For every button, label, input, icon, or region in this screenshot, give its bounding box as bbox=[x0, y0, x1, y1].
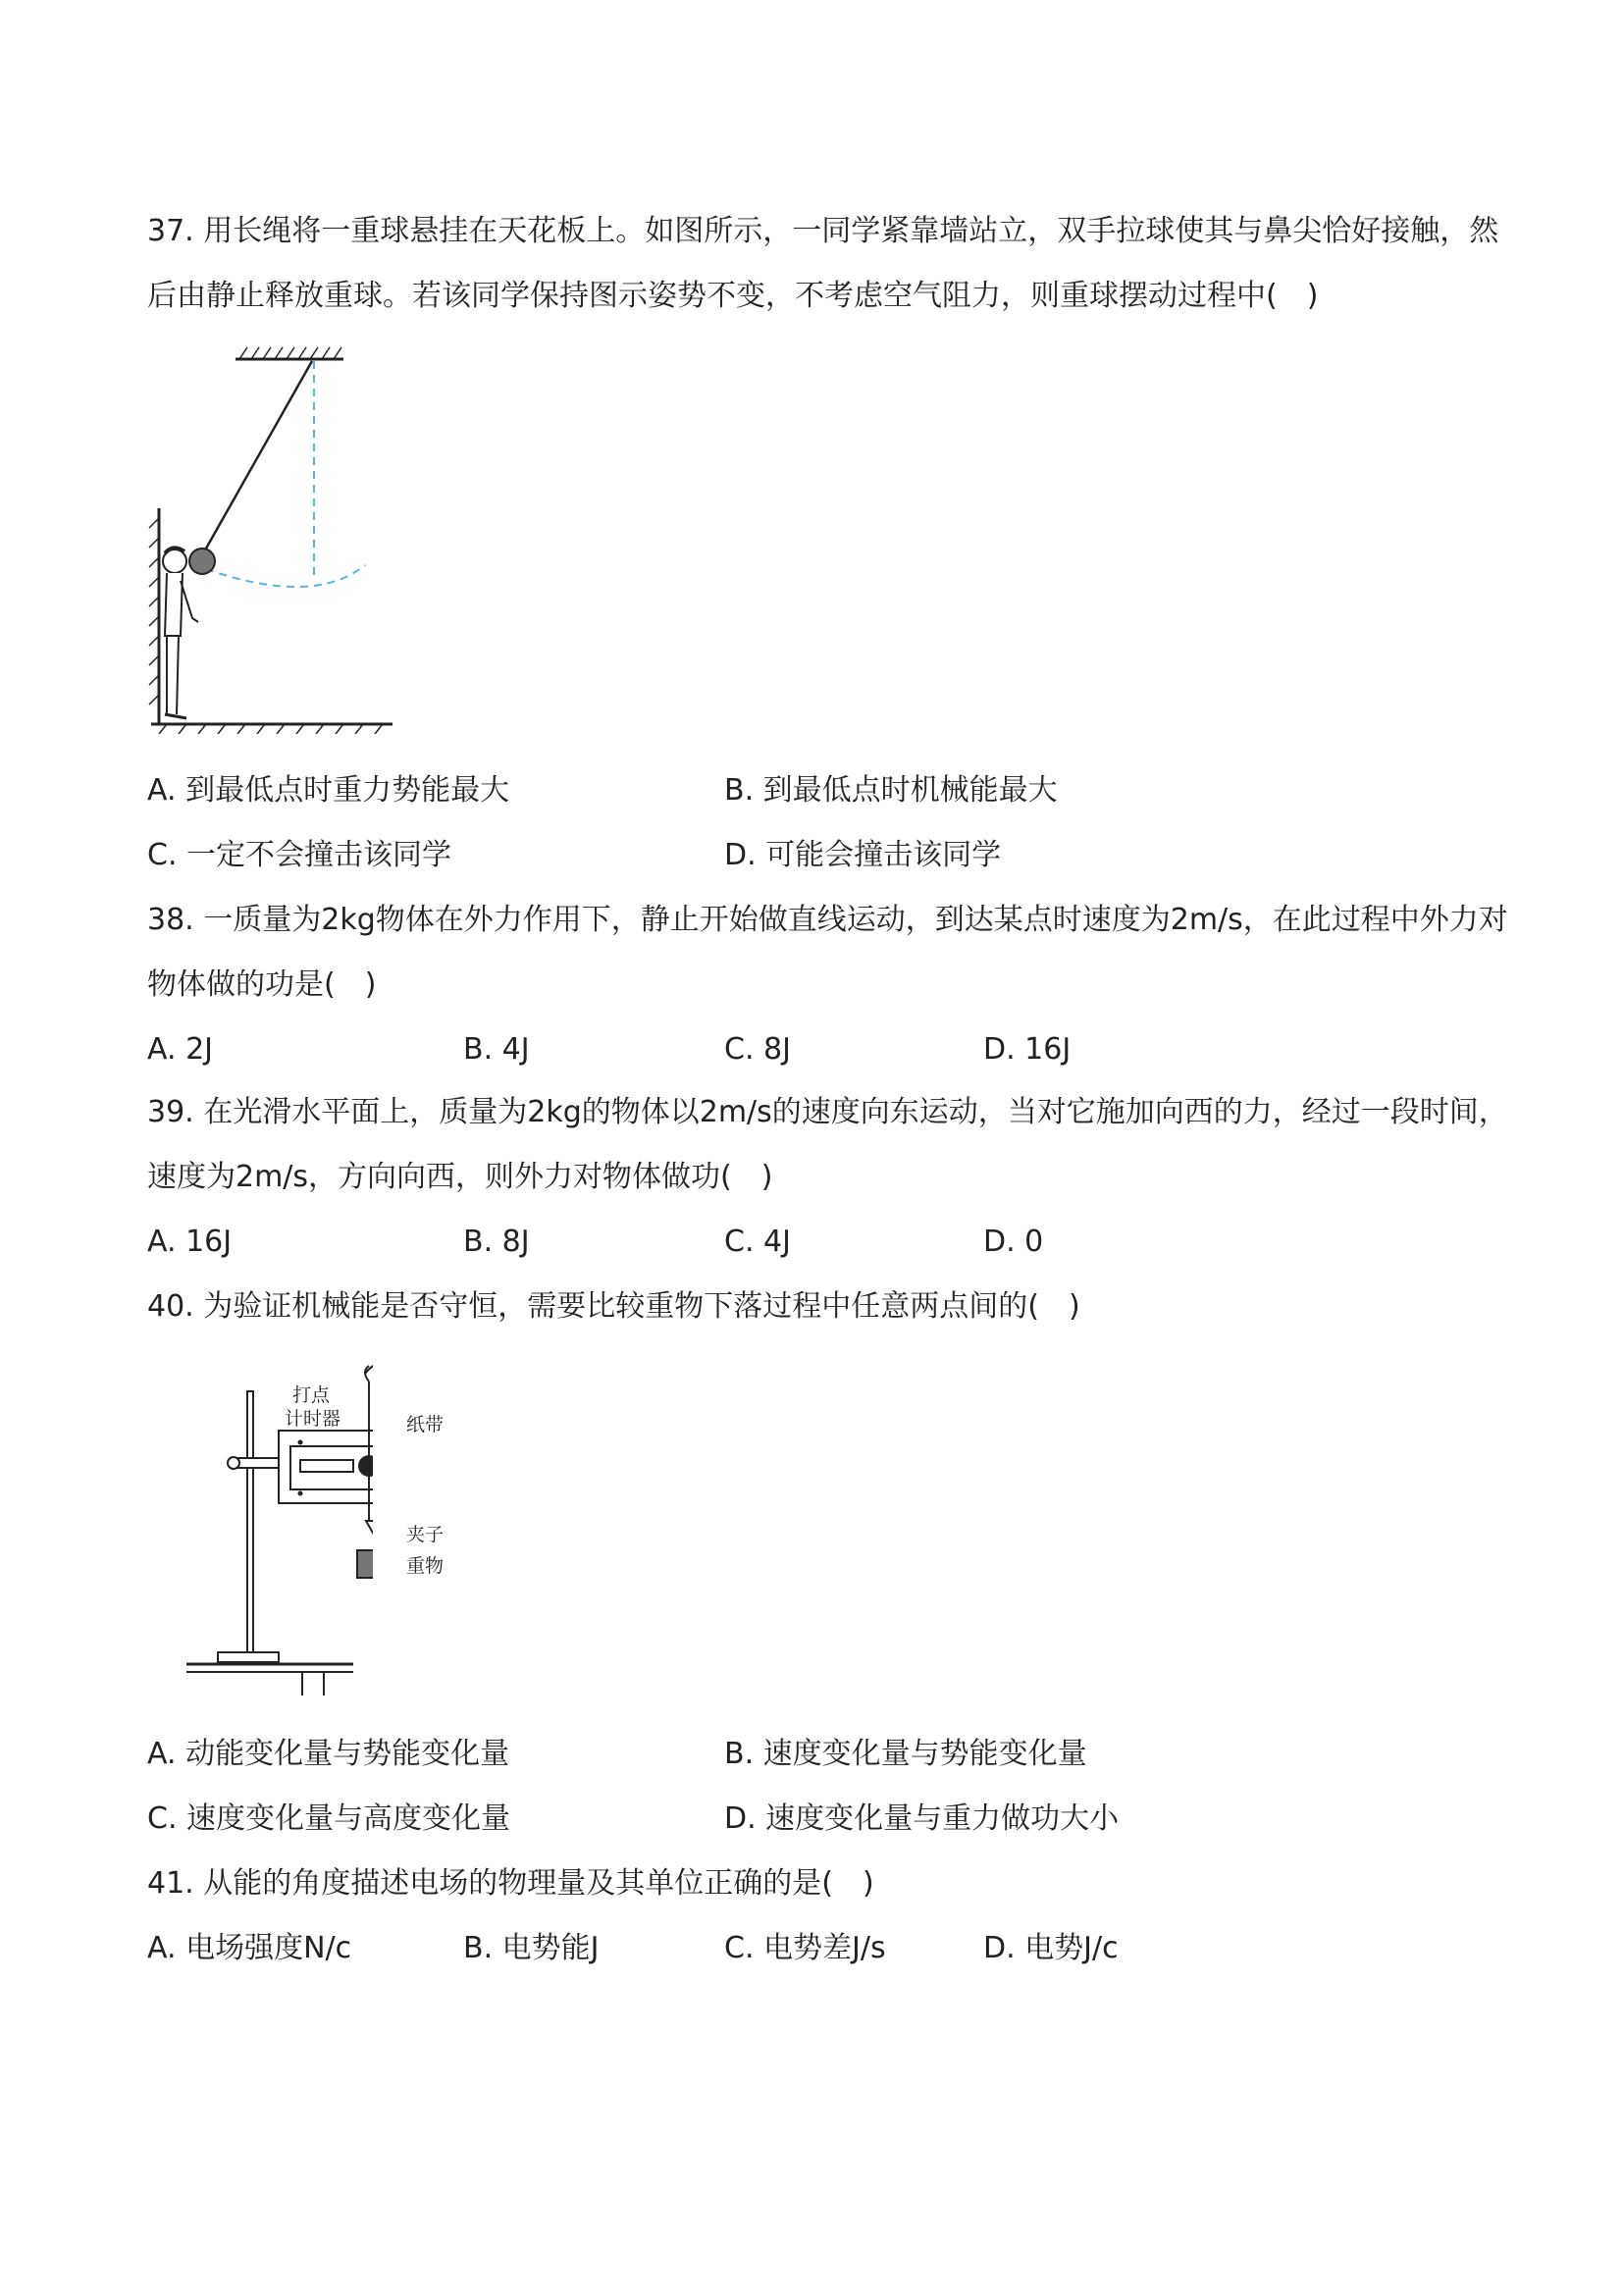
q38-option-d[interactable]: D. 16J bbox=[983, 1032, 1072, 1067]
q38-option-c[interactable]: C. 8J bbox=[724, 1032, 791, 1067]
q40-option-b[interactable]: B. 速度变化量与势能变化量 bbox=[724, 1737, 1087, 1771]
q41-option-a[interactable]: A. 电场强度N/c bbox=[147, 1931, 352, 1965]
label-clip: 夹子 bbox=[406, 1524, 445, 1545]
q38-option-b[interactable]: B. 4J bbox=[463, 1032, 530, 1067]
q37-option-d[interactable]: D. 可能会撞击该同学 bbox=[724, 838, 1002, 872]
label-timer-2: 计时器 bbox=[285, 1408, 341, 1430]
q37-stem-line-2: 后由静止释放重球。若该同学保持图示姿势不变，不考虑空气阻力，则重球摆动过程中( ) bbox=[147, 279, 1319, 313]
q40-option-d[interactable]: D. 速度变化量与重力做功大小 bbox=[724, 1801, 1120, 1836]
q39-option-d[interactable]: D. 0 bbox=[983, 1225, 1044, 1259]
label-timer-1: 打点 bbox=[292, 1384, 331, 1406]
q37-option-c[interactable]: C. 一定不会撞击该同学 bbox=[147, 838, 452, 872]
q41-stem-line-1: 41. 从能的角度描述电场的物理量及其单位正确的是( ) bbox=[147, 1866, 874, 1901]
label-weight: 重物 bbox=[406, 1555, 445, 1577]
q38-stem-line-2: 物体做的功是( ) bbox=[147, 967, 377, 1002]
q39-option-a[interactable]: A. 16J bbox=[147, 1225, 233, 1259]
q40-option-c[interactable]: C. 速度变化量与高度变化量 bbox=[147, 1801, 511, 1836]
pendulum-figure bbox=[137, 341, 412, 734]
q38-option-a[interactable]: A. 2J bbox=[147, 1032, 214, 1067]
q40-option-a[interactable]: A. 动能变化量与势能变化量 bbox=[147, 1737, 510, 1771]
q39-stem-line-1: 39. 在光滑水平面上，质量为2kg的物体以2m/s的速度向东运动，当对它施加向西的力，经过一段时间， bbox=[147, 1095, 1508, 1129]
q40-stem-line-1: 40. 为验证机械能是否守恒，需要比较重物下落过程中任意两点间的( ) bbox=[147, 1289, 1080, 1324]
q41-option-d[interactable]: D. 电势J/c bbox=[983, 1931, 1119, 1965]
q37-option-a[interactable]: A. 到最低点时重力势能最大 bbox=[147, 773, 510, 808]
q41-option-c[interactable]: C. 电势差J/s bbox=[724, 1931, 886, 1965]
q37-option-b[interactable]: B. 到最低点时机械能最大 bbox=[724, 773, 1058, 808]
q39-option-c[interactable]: C. 4J bbox=[724, 1225, 791, 1259]
q38-stem-line-1: 38. 一质量为2kg物体在外力作用下，静止开始做直线运动，到达某点时速度为2m/s，在此过程中外力对 bbox=[147, 903, 1508, 937]
q41-option-b[interactable]: B. 电势能J bbox=[463, 1931, 600, 1965]
timer-apparatus-labels bbox=[275, 1374, 471, 1590]
q37-stem-line-1: 37. 用长绳将一重球悬挂在天花板上。如图所示，一同学紧靠墙站立，双手拉球使其与鼻尖恰好接触，然 bbox=[147, 214, 1499, 248]
q39-option-b[interactable]: B. 8J bbox=[463, 1225, 530, 1259]
label-tape: 纸带 bbox=[406, 1414, 445, 1435]
q39-stem-line-2: 速度为2m/s，方向向西，则外力对物体做功( ) bbox=[147, 1160, 773, 1194]
